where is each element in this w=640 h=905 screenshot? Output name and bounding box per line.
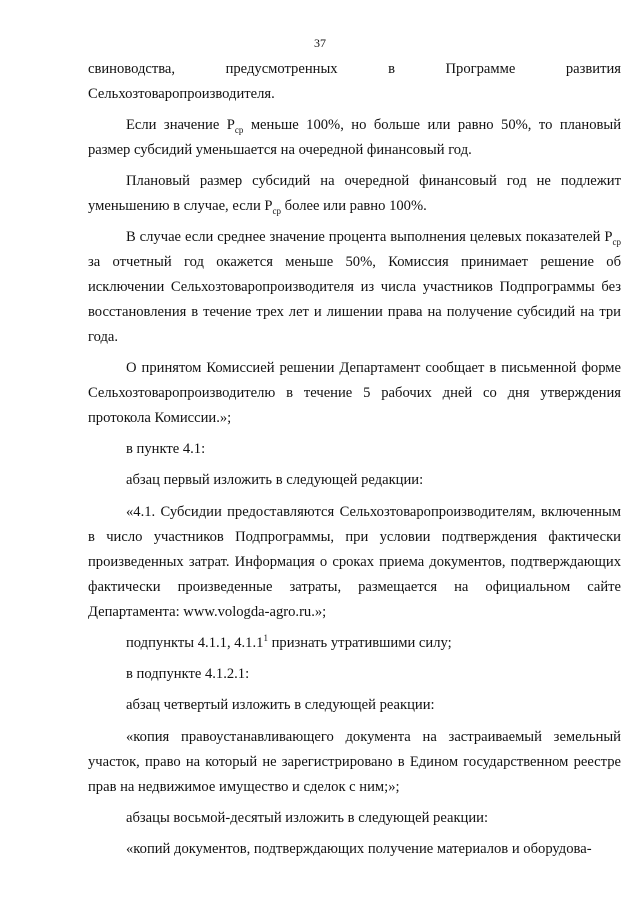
paragraph-first-paragraph-instruction: абзац первый изложить в следующей редакции: xyxy=(126,472,424,488)
paragraph-text: более или равно 100%. xyxy=(281,198,427,214)
paragraph-text: меньше 100%, но больше или равно 50%, то плановый размер субсидий уменьшается на очередной финансовый год. xyxy=(88,117,621,158)
paragraph-text: Плановый размер субсидий на очередной финансовый год не подлежит уменьшению в случае, если Р xyxy=(88,173,621,214)
paragraph-text: подпункты 4.1.1, 4.1.1 xyxy=(126,635,264,651)
paragraph-land-document-text: «копия правоустанавливающего документа на застраиваемый земельный участок, право на который не зарегистрировано в Едином государственном реестре прав на недвижимое имущество и сделок с ним;»; xyxy=(88,729,621,795)
subscript-sr: ср xyxy=(272,205,282,216)
paragraph-copies-documents: «копий документов, подтверждающих получение материалов и оборудова- xyxy=(126,841,592,857)
paragraph-clause-4-1-text: «4.1. Субсидии предоставляются Сельхозтоваропроизводителям, включенным в число участников Подпрограммы, при условии подтверждения фактически произведенных затрат. Информация о сроках приема документов, подтверждающих фактически произведенные затраты, размещается на официальном сайте Департамента: www.vologda-agro.ru.»; xyxy=(88,504,621,620)
page-number: 37 xyxy=(314,36,326,50)
document-body xyxy=(88,57,621,862)
paragraph-continuation: свиноводства, предусмотренных в Программе развития Сельхозтоваропроизводителя. xyxy=(88,61,621,102)
paragraph-text: признать утратившими силу; xyxy=(267,635,452,651)
paragraph-exclusion-rule xyxy=(88,225,621,350)
paragraph-eighth-tenth-instruction: абзацы восьмой-десятый изложить в следующей реакции: xyxy=(126,810,489,826)
paragraph-reduction-rule xyxy=(88,113,621,163)
paragraph-text: Если значение Р xyxy=(126,117,235,133)
paragraph-clause-4-1: в пункте 4.1: xyxy=(126,441,206,457)
paragraph-no-reduction-rule xyxy=(88,169,621,219)
paragraph-subclauses-void xyxy=(88,631,621,656)
subscript-sr: ср xyxy=(234,124,244,135)
paragraph-notification: О принятом Комиссией решении Департамент сообщает в письменной форме Сельхозтоваропроизводителю в течение 5 рабочих дней со дня утверждения протокола Комиссии.»; xyxy=(88,360,621,426)
superscript-1: 1 xyxy=(263,633,268,644)
paragraph-text: В случае если среднее значение процента выполнения целевых показателей Р xyxy=(126,229,613,245)
subscript-sr: ср xyxy=(612,236,621,247)
paragraph-text: за отчетный год окажется меньше 50%, Комиссия принимает решение об исключении Сельхозтоваропроизводителя из числа участников Подпрограммы без восстановления в течение трех лет и лишении права на получение субсидий на три года. xyxy=(88,254,621,345)
paragraph-subclause-4-1-2-1: в подпункте 4.1.2.1: xyxy=(126,666,250,682)
paragraph-fourth-paragraph-instruction: абзац четвертый изложить в следующей реакции: xyxy=(126,697,435,713)
